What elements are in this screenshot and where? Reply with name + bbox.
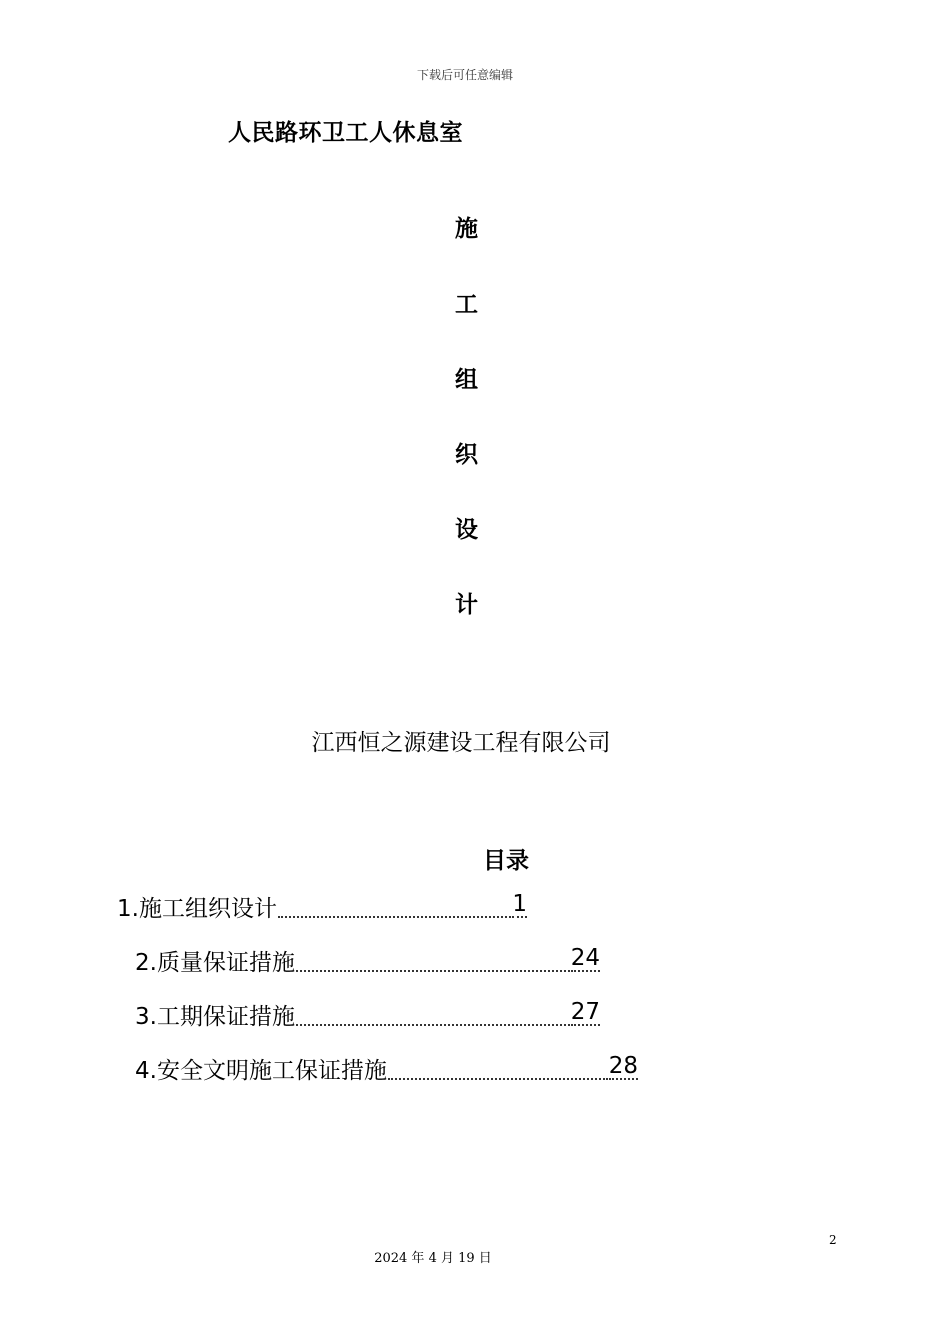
toc-item-page: 1 [512, 891, 527, 917]
toc-item[interactable] [135, 1053, 638, 1086]
toc-item[interactable] [135, 999, 600, 1032]
toc-item[interactable] [117, 891, 527, 924]
vertical-title-char-6: 计 [455, 592, 478, 618]
header-note: 下载后可任意编辑 [416, 68, 513, 82]
toc-leader [296, 970, 570, 972]
toc-leader [296, 1024, 570, 1026]
toc-item-label: 4.安全文明施工保证措施 [135, 1058, 387, 1084]
footer-date: 2024 年 4 月 19 日 [374, 1251, 492, 1266]
toc-item-page: 24 [570, 945, 600, 971]
toc-item-label: 1.施工组织设计 [117, 896, 277, 922]
company-name: 江西恒之源建设工程有限公司 [311, 730, 611, 756]
toc-item-label: 3.工期保证措施 [135, 1004, 295, 1030]
toc-item-page: 28 [608, 1053, 638, 1079]
vertical-title-char-2: 工 [455, 292, 478, 318]
vertical-title-char-3: 组 [455, 367, 478, 393]
page-number: 2 [829, 1233, 837, 1247]
project-title: 人民路环卫工人休息室 [228, 120, 463, 146]
toc-item-page: 27 [570, 999, 600, 1025]
toc-leader [388, 1078, 608, 1080]
vertical-title-char-5: 设 [455, 517, 478, 543]
vertical-title-char-4: 织 [455, 442, 478, 468]
vertical-title-char-1: 施 [455, 216, 478, 242]
toc-heading: 目录 [483, 848, 529, 874]
toc-item[interactable] [135, 945, 600, 978]
toc-item-label: 2.质量保证措施 [135, 950, 295, 976]
toc-leader [278, 916, 511, 918]
